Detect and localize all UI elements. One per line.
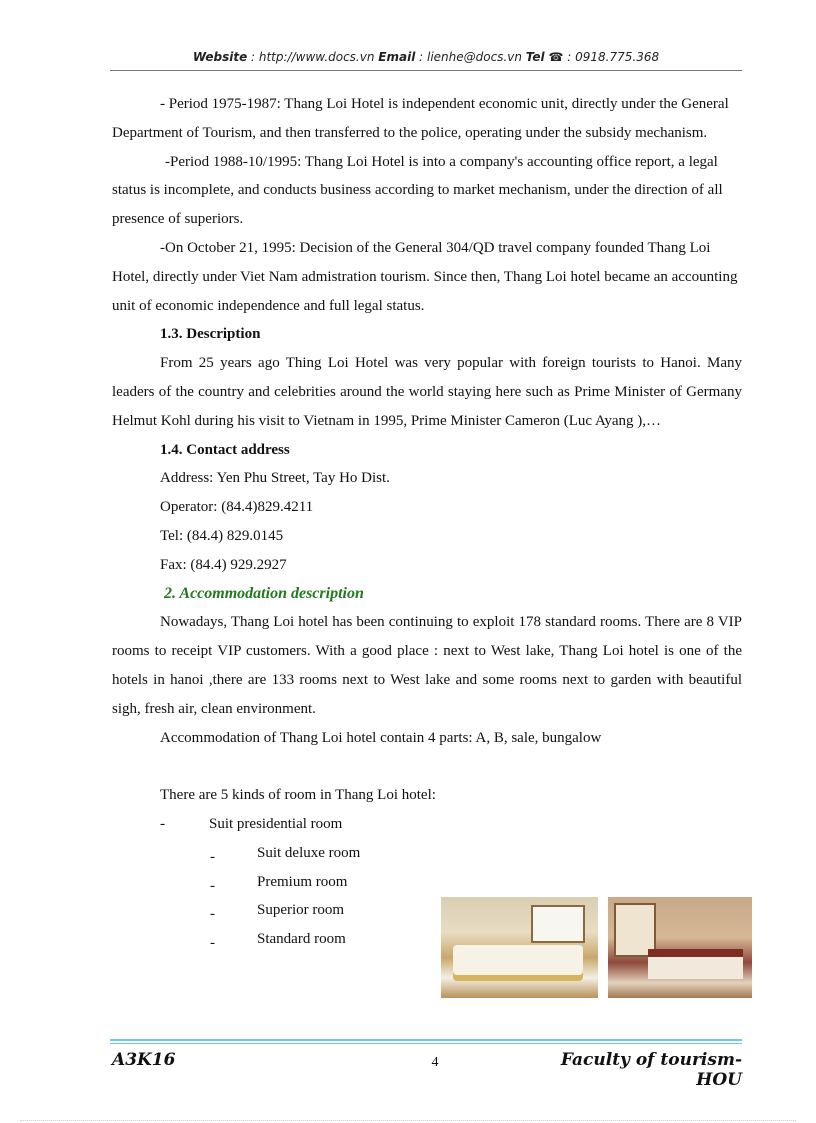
history-paragraph-1: - Period 1975-1987: Thang Loi Hotel is independent economic unit, directly under the General Department of Tourism, and then transferred to the police, operating under the subsidy mechanism.: [112, 96, 729, 141]
footer-divider: [110, 1043, 742, 1044]
accommodation-text: Nowadays, Thang Loi hotel has been continuing to exploit 178 standard rooms. There are 8 VIP rooms to receipt VIP customers. With a good place : next to West lake, Thang Loi hotel is one of the hotels in hanoi ,there are 133 rooms next to West lake and some rooms next to garden with beautiful sigh, fresh air, clean environment.: [112, 614, 742, 717]
document-body: [112, 90, 742, 954]
footer-faculty: Faculty of tourism- HOU: [560, 1050, 742, 1090]
footer-class-code: A3K16: [112, 1050, 176, 1070]
list-marker: -: [210, 906, 215, 923]
blank-line: [112, 752, 742, 781]
contact-address: Address: Yen Phu Street, Tay Ho Dist.: [160, 470, 390, 487]
room-type-label: Superior room: [257, 902, 345, 919]
room-type-label: Standard room: [257, 931, 346, 948]
email-label: Email: [378, 50, 416, 64]
room-type-label: Suit presidential room: [209, 815, 343, 832]
accommodation-parts: Accommodation of Thang Loi hotel contain 4 parts: A, B, sale, bungalow: [160, 729, 602, 746]
email-value: : lienhe@docs.vn: [415, 50, 526, 64]
list-item: [112, 810, 742, 839]
footer-divider: [110, 1039, 742, 1041]
list-marker: -: [210, 877, 215, 894]
hotel-room-photos: [441, 897, 752, 998]
room-type-label: Premium room: [257, 873, 348, 890]
contact-tel: Tel: (84.4) 829.0145: [160, 527, 284, 544]
contact-operator: Operator: (84.4)829.4211: [160, 499, 314, 516]
tel-label: Tel: [525, 50, 545, 64]
contact-fax: Fax: (84.4) 929.2927: [160, 556, 287, 573]
list-item: [112, 839, 742, 868]
hotel-room-photo: [608, 897, 752, 998]
page-edge: [20, 1120, 796, 1121]
room-kinds-intro: There are 5 kinds of room in Thang Loi hotel:: [160, 787, 436, 804]
list-marker: -: [210, 848, 215, 865]
list-marker: -: [210, 935, 215, 952]
tel-value: : 0918.775.368: [563, 50, 660, 64]
room-type-label: Suit deluxe room: [257, 844, 361, 861]
phone-icon: ☎: [548, 50, 564, 64]
header-divider: [110, 70, 742, 71]
website-label: Website: [192, 50, 248, 64]
list-item: [112, 868, 742, 897]
history-paragraph-3: -On October 21, 1995: Decision of the General 304/QD travel company founded Thang Loi Hotel, directly under Viet Nam admistration tourism. Since then, Thang Loi hotel became an accounting unit of economic independence and full legal status.: [112, 239, 738, 314]
description-text: From 25 years ago Thing Loi Hotel was very popular with foreign tourists to Hanoi. Many leaders of the country and celebrities around the world staying here such as Prime Minister of Germany Helmut Kohl during his visit to Vietnam in 1995, Prime Minister Cameron (Luc Ayang ),…: [112, 355, 742, 429]
accommodation-heading: 2. Accommodation description: [164, 584, 364, 602]
description-heading: 1.3. Description: [160, 326, 261, 343]
header-contact-line: [110, 50, 742, 64]
list-marker: -: [160, 815, 165, 832]
website-value: : http://www.docs.vn: [247, 50, 379, 64]
hotel-room-photo: [441, 897, 598, 998]
history-paragraph-2: -Period 1988-10/1995: Thang Loi Hotel is into a company's accounting office report, a legal status is incomplete, and conducts business according to market mechanism, under the direction of all presence of superiors.: [112, 153, 723, 228]
page-number: 4: [431, 1055, 439, 1070]
contact-heading: 1.4. Contact address: [160, 441, 290, 458]
